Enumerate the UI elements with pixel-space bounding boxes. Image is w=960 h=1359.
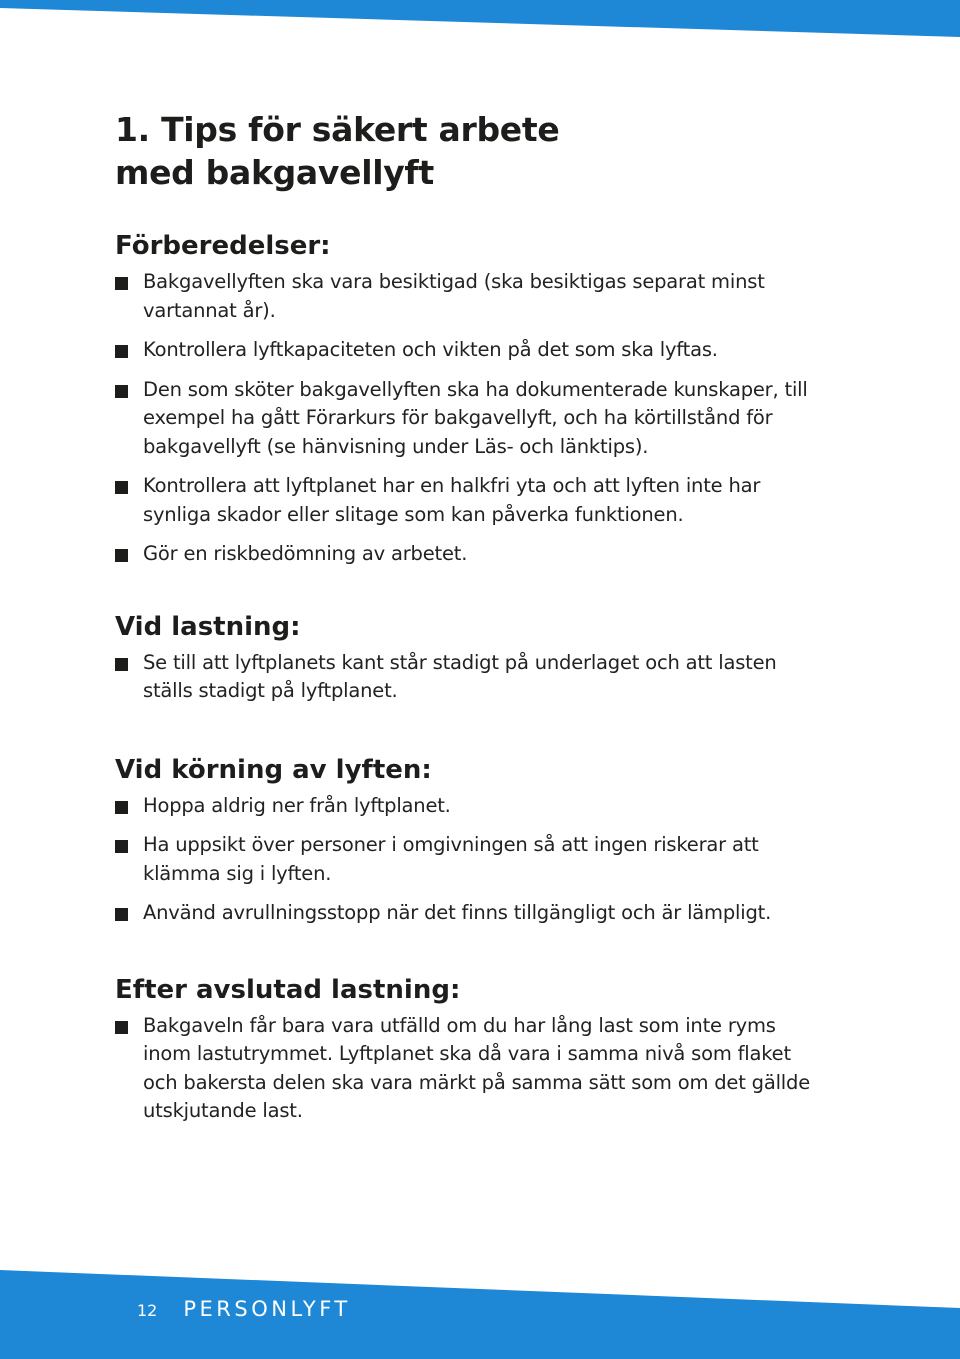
list-item	[115, 649, 815, 706]
list-item	[115, 1012, 815, 1126]
bullet-list	[115, 1012, 815, 1126]
section-heading: Vid lastning:	[115, 611, 301, 642]
footer-section-label: PERSONLYFT	[183, 1297, 351, 1321]
bullet-list	[115, 792, 815, 928]
list-item	[115, 336, 815, 365]
square-bullet-icon	[115, 277, 128, 290]
page-title	[115, 108, 815, 194]
square-bullet-icon	[115, 345, 128, 358]
square-bullet-icon	[115, 385, 128, 398]
square-bullet-icon	[115, 481, 128, 494]
square-bullet-icon	[115, 908, 128, 921]
list-item-text: Ha uppsikt över personer i omgivningen så att ingen riskerar att klämma sig i lyften.	[143, 833, 759, 885]
list-item	[115, 792, 815, 821]
top-band-shape	[0, 0, 960, 37]
list-item-text: Kontrollera lyftkapaciteten och vikten på det som ska lyftas.	[143, 338, 718, 361]
list-item	[115, 268, 815, 325]
list-item-text: Gör en riskbedömning av arbetet.	[143, 542, 468, 565]
page-footer	[137, 1297, 351, 1321]
list-item-text: Se till att lyftplanets kant står stadigt på underlaget och att lasten ställs stadigt på lyftplanet.	[143, 650, 777, 702]
section-vid-korning	[115, 754, 815, 928]
square-bullet-icon	[115, 840, 128, 853]
list-item-text: Använd avrullningsstopp när det finns tillgängligt och är lämpligt.	[143, 901, 772, 924]
list-item-text: Kontrollera att lyftplanet har en halkfri yta och att lyften inte har synliga skador eller slitage som kan påverka funktionen.	[143, 474, 761, 526]
square-bullet-icon	[115, 801, 128, 814]
bullet-list	[115, 649, 815, 706]
page-title-line-2: med bakgavellyft	[115, 153, 434, 192]
list-item-text: Den som sköter bakgavellyften ska ha dokumenterade kunskaper, till exempel ha gått Förarkurs för bakgavellyft, och ha körtillstånd för bakgavellyft (se hänvisning under Läs- och länktips).	[143, 377, 808, 458]
section-vid-lastning	[115, 611, 815, 706]
square-bullet-icon	[115, 658, 128, 671]
list-item	[115, 376, 815, 462]
section-heading: Förberedelser:	[115, 231, 331, 261]
page-title-line-1: 1. Tips för säkert arbete	[115, 110, 560, 149]
section-heading: Efter avslutad lastning:	[115, 974, 461, 1005]
square-bullet-icon	[115, 549, 128, 562]
top-blue-band	[0, 0, 960, 40]
list-item-text: Bakgaveln får bara vara utfälld om du har lång last som inte ryms inom lastutrymmet. Lyftplanet ska då vara i samma nivå som flaket och bakersta delen ska vara märkt på samma sätt som om det gällde utskjutande last.	[143, 1013, 810, 1122]
page-number: 12	[137, 1301, 158, 1320]
list-item	[115, 899, 815, 928]
list-item-text: Bakgavellyften ska vara besiktigad (ska besiktigas separat minst vartannat år).	[143, 270, 765, 322]
section-forberedelser	[115, 230, 815, 569]
list-item	[115, 540, 815, 569]
bullet-list	[115, 268, 815, 569]
list-item	[115, 831, 815, 888]
page-content	[115, 108, 815, 1137]
list-item-text: Hoppa aldrig ner från lyftplanet.	[143, 793, 451, 817]
section-heading: Vid körning av lyften:	[115, 754, 432, 785]
list-item	[115, 472, 815, 529]
square-bullet-icon	[115, 1021, 128, 1034]
section-efter-avslutad-lastning	[115, 974, 815, 1126]
